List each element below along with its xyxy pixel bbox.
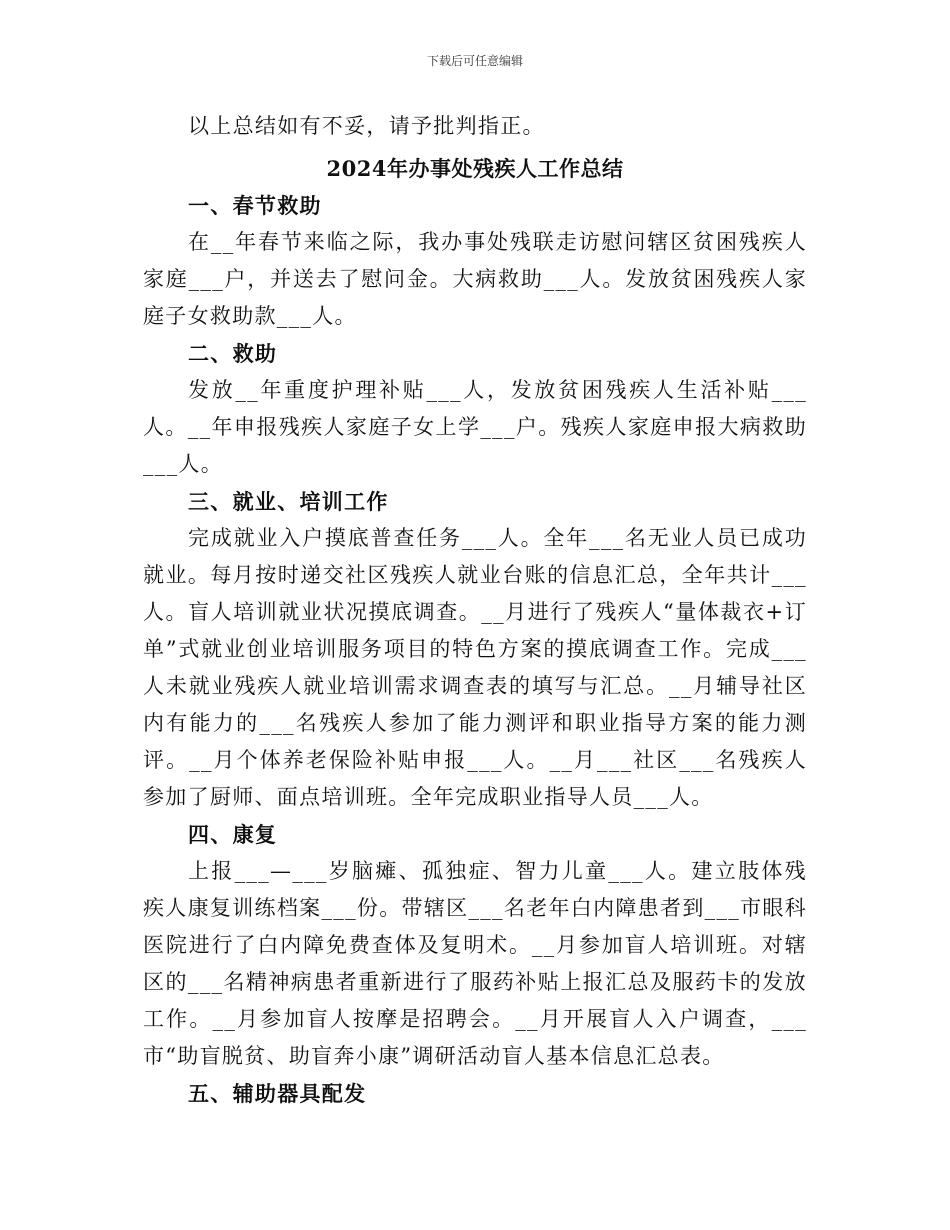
section-heading-2: 二、救助 <box>188 341 278 366</box>
page-header: 下载后可任意编辑 <box>426 54 523 68</box>
intro-paragraph: 以上总结如有不妥，请予批判指正。 <box>188 114 545 138</box>
section-heading-1: 一、春节救助 <box>188 193 322 218</box>
section-paragraph-2: 发放__年重度护理补贴___人，发放贫困残疾人生活补贴___人。__年申报残疾人家庭子女上学___户。残疾人家庭申报大病救助___人。 <box>143 378 807 476</box>
section-paragraph-1: 在__年春节来临之际，我办事处残联走访慰问辖区贫困残疾人家庭___户，并送去了慰问金。大病救助___人。发放贫困残疾人家庭子女救助款___人。 <box>143 230 807 328</box>
section-heading-4: 四、康复 <box>188 822 278 847</box>
section-heading-3: 三、就业、培训工作 <box>188 489 389 514</box>
section-paragraph-4: 上报___—___岁脑瘫、孤独症、智力儿童___人。建立肢体残疾人康复训练档案___份。带辖区___名老年白内障患者到___市眼科医院进行了白内障免费查体及复明术。__月参加盲人培训班。对辖区的___名精神病患者重新进行了服药补贴上报汇总及服药卡的发放工作。__月参加盲人按摩是招聘会。__月开展盲人入户调查，___市“助盲脱贫、助盲奔小康”调研活动盲人基本信息汇总表。 <box>143 859 807 1068</box>
section-heading-5: 五、辅助器具配发 <box>188 1081 367 1106</box>
section-paragraph-3: 完成就业入户摸底普查任务___人。全年___名无业人员已成功就业。每月按时递交社区残疾人就业台账的信息汇总，全年共计___人。盲人培训就业状况摸底调查。__月进行了残疾人“量体裁衣+订单”式就业创业培训服务项目的特色方案的摸底调查工作。完成___人未就业残疾人就业培训需求调查表的填写与汇总。__月辅导社区内有能力的___名残疾人参加了能力测评和职业指导方案的能力测评。__月个体养老保险补贴申报___人。__月___社区___名残疾人参加了厨师、面点培训班。全年完成职业指导人员___人。 <box>143 526 807 809</box>
document-title: 2024年办事处残疾人工作总结 <box>326 156 624 181</box>
document-body <box>143 108 807 1112</box>
